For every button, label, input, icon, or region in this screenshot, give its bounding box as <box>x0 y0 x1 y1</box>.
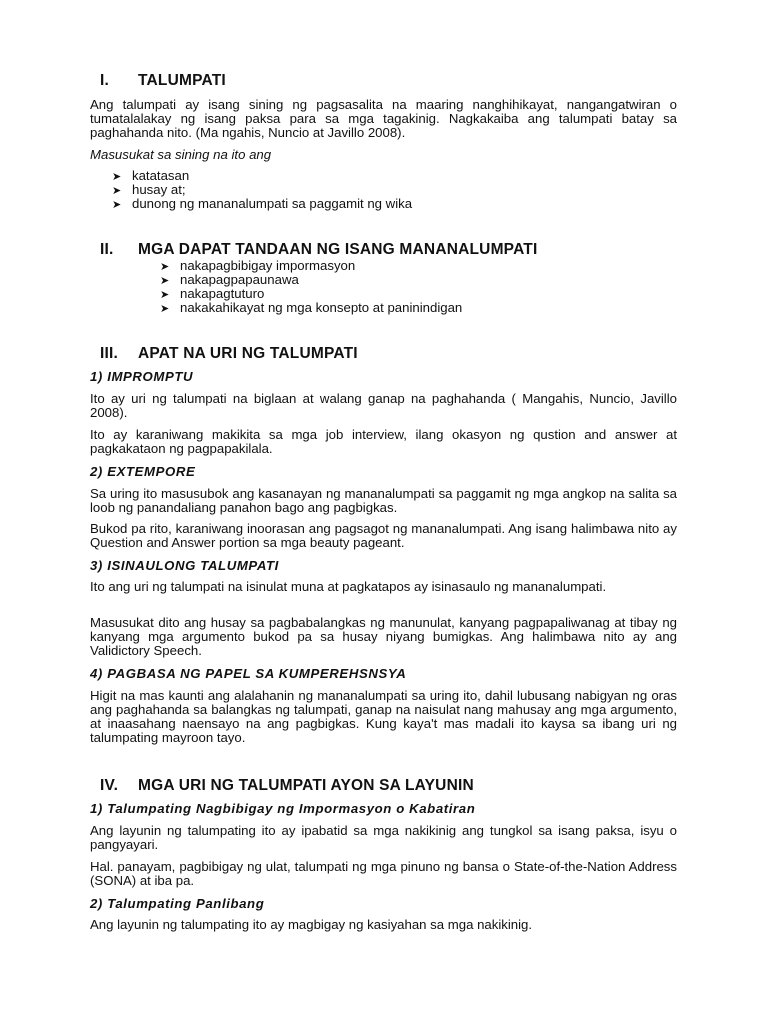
paragraph: Bukod pa rito, karaniwang inoorasan ang pagsagot ng mananalumpati. Ang isang halimbawa nito ay Question and Answer portion sa mga beauty pageant. <box>90 521 677 550</box>
paragraph: Ang layunin ng talumpating ito ay magbigay ng kasiyahan sa mga nakikinig. <box>90 917 533 932</box>
section-title: MGA URI NG TALUMPATI AYON SA LAYUNIN <box>138 777 474 794</box>
section-title: APAT NA URI NG TALUMPATI <box>138 345 358 362</box>
subsection-title: 4) PAGBASA NG PAPEL SA KUMPEREHSNSYA <box>90 666 407 681</box>
subsection-title: 2) Talumpating Panlibang <box>90 896 265 911</box>
section-heading-1 <box>100 72 226 90</box>
paragraph: Ang layunin ng talumpating ito ay ipabatid sa mga nakikinig ang tungkol sa isang paksa, isyu o pangyayari. <box>90 823 677 852</box>
list-item: ➤ nakapagtuturo <box>160 286 265 301</box>
section-number: IV. <box>100 777 119 794</box>
bullet-list <box>160 259 462 315</box>
list-item: ➤ dunong ng mananalumpati sa paggamit ng wika <box>112 196 413 211</box>
list-item: ➤ husay at; <box>112 182 186 197</box>
section-title: MGA DAPAT TANDAAN NG ISANG MANANALUMPATI <box>138 241 538 258</box>
subsection-title: 3) ISINAULONG TALUMPATI <box>90 558 279 573</box>
paragraph: Ito ang uri ng talumpati na isinulat muna at pagkatapos ay isinasaulo ng mananalumpati. <box>90 579 607 594</box>
arrow-bullet-icon: ➤ <box>160 261 170 273</box>
arrow-bullet-icon: ➤ <box>160 303 170 315</box>
arrow-bullet-icon: ➤ <box>112 199 122 211</box>
arrow-bullet-icon: ➤ <box>112 185 122 197</box>
section-number: I. <box>100 72 110 89</box>
paragraph-intro: Masusukat sa sining na ito ang <box>90 147 272 162</box>
section-title: TALUMPATI <box>138 72 226 89</box>
paragraph: Higit na mas kaunti ang alalahanin ng mananalumpati sa uring ito, dahil lubusang nabigyan ng oras ang paghahanda sa balangkas ng talumpati, ganap na naisulat nang mahusay ang mga argumento, at inaasahang naensayo na ang pagbigkas. Kung kaya't mas madali ito kaysa sa ibang uri ng talumpating mayroon tayo. <box>90 688 677 745</box>
paragraph: Masusukat dito ang husay sa pagbabalangkas ng manunulat, kanyang pagpapaliwanag at tibay ng kanyang mga argumento bukod pa sa husay niyang bumigkas. Ang halimbawa nito ay ang Validictory Speech. <box>90 615 677 658</box>
section-number: III. <box>100 345 119 362</box>
section-heading-2 <box>100 241 537 259</box>
paragraph: Sa uring ito masusubok ang kasanayan ng mananalumpati sa paggamit ng mga angkop na salita sa loob ng panandaliang panahon bago ang pagbigkas. <box>90 486 677 515</box>
list-item: ➤ nakakahikayat ng mga konsepto at paninindigan <box>160 300 463 315</box>
arrow-bullet-icon: ➤ <box>160 289 170 301</box>
section-number: II. <box>100 241 114 258</box>
subsection-title: 1) IMPROMPTU <box>90 369 194 384</box>
arrow-bullet-icon: ➤ <box>112 171 122 183</box>
arrow-bullet-icon: ➤ <box>160 275 170 287</box>
list-item: ➤ nakapagbibigay impormasyon <box>160 258 356 273</box>
paragraph: Ito ay uri ng talumpati na biglaan at walang ganap na paghahanda ( Mangahis, Nuncio, Javillo 2008). <box>90 391 677 420</box>
list-item: ➤ nakapagpapaunawa <box>160 272 299 287</box>
paragraph: Hal. panayam, pagbibigay ng ulat, talumpati ng mga pinuno ng bansa o State-of-the-Nation Address (SONA) at iba pa. <box>90 859 677 888</box>
subsection-title: 2) EXTEMPORE <box>90 464 196 479</box>
paragraph: Ito ay karaniwang makikita sa mga job interview, ilang okasyon ng qustion and answer at pagkakataon ng pagpapakilala. <box>90 427 677 456</box>
subsection-title: 1) Talumpating Nagbibigay ng Impormasyon o Kabatiran <box>90 801 476 816</box>
bullet-list <box>112 169 412 211</box>
section-heading-4 <box>100 777 474 795</box>
section-heading-3 <box>100 345 358 363</box>
paragraph: Ang talumpati ay isang sining ng pagsasalita na maaring nanghihikayat, nangangatwiran o tumatalalakay ng isang paksa para sa mga tagakinig. Nagkakaiba ang talumpati batay sa paghahanda nito. (Ma ngahis, Nuncio at Javillo 2008). <box>90 97 677 140</box>
list-item: ➤ katatasan <box>112 168 190 183</box>
